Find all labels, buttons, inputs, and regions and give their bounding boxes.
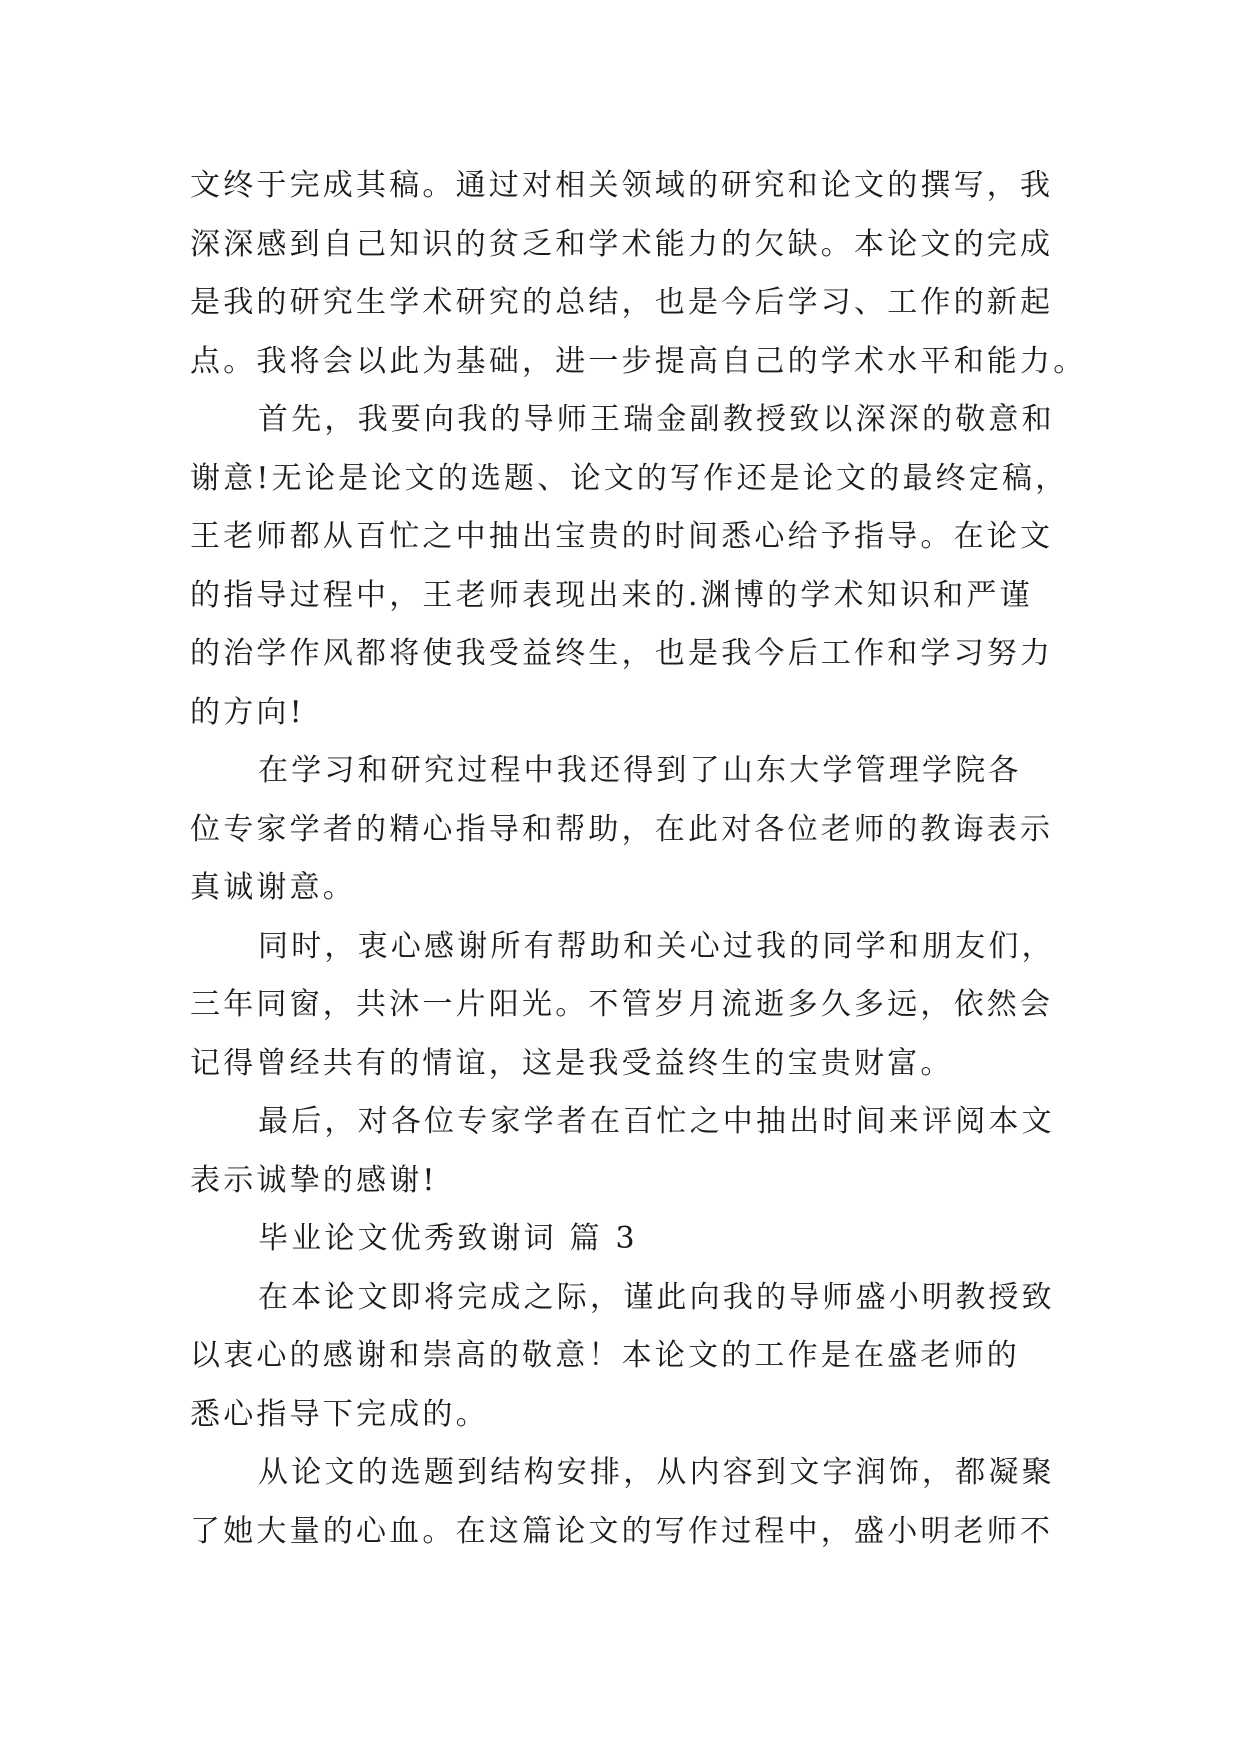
text-line: 了她大量的心血。在这篇论文的写作过程中，盛小明老师不 bbox=[190, 1513, 1054, 1549]
text-line: 表示诚挚的感谢! bbox=[190, 1162, 438, 1198]
text-line: 是我的研究生学术研究的总结，也是今后学习、工作的新起 bbox=[190, 285, 1054, 320]
paragraph-start-line: 从论文的选题到结构安排，从内容到文字润饰，都凝聚 bbox=[258, 1455, 1055, 1490]
text-line: 三年同窗，共沐一片阳光。不管岁月流逝多久多远，依然会 bbox=[190, 987, 1054, 1022]
text-line: 点。我将会以此为基础，进一步提高自己的学术水平和能力。 bbox=[190, 343, 1087, 379]
text-line: 谢意!无论是论文的选题、论文的写作还是论文的最终定稿， bbox=[190, 460, 1069, 496]
text-line: 深深感到自己知识的贫乏和学术能力的欠缺。本论文的完成 bbox=[190, 226, 1054, 262]
text-line: 文终于完成其稿。通过对相关领域的研究和论文的撰写，我 bbox=[190, 168, 1054, 203]
paragraph-start-line: 在本论文即将完成之际，谨此向我的导师盛小明教授致 bbox=[258, 1279, 1055, 1315]
text-line: 记得曾经共有的情谊，这是我受益终生的宝贵财富。 bbox=[190, 1045, 954, 1081]
text-line: 真诚谢意。 bbox=[190, 870, 356, 905]
text-line: 以衷心的感谢和崇高的敬意！本论文的工作是在盛老师的 bbox=[190, 1338, 1020, 1373]
paragraph-start-line: 最后，对各位专家学者在百忙之中抽出时间来评阅本文 bbox=[258, 1104, 1055, 1139]
text-line: 悉心指导下完成的。 bbox=[190, 1396, 489, 1432]
text-line: 的指导过程中，王老师表现出来的.渊博的学术知识和严谨 bbox=[190, 577, 1033, 613]
text-line: 的方向! bbox=[190, 694, 305, 730]
text-line: 位专家学者的精心指导和帮助，在此对各位老师的教诲表示 bbox=[190, 811, 1054, 847]
paragraph-start-line: 在学习和研究过程中我还得到了山东大学管理学院各 bbox=[258, 753, 1022, 788]
document-body bbox=[190, 157, 1087, 1561]
text-line: 的治学作风都将使我受益终生，也是我今后工作和学习努力 bbox=[190, 636, 1054, 671]
paragraph-start-line: 首先，我要向我的导师王瑞金副教授致以深深的敬意和 bbox=[258, 402, 1055, 437]
section-heading: 毕业论文优秀致谢词 篇 3 bbox=[258, 1221, 638, 1256]
text-line: 王老师都从百忙之中抽出宝贵的时间悉心给予指导。在论文 bbox=[190, 519, 1054, 554]
paragraph-start-line: 同时，衷心感谢所有帮助和关心过我的同学和朋友们， bbox=[258, 928, 1055, 964]
